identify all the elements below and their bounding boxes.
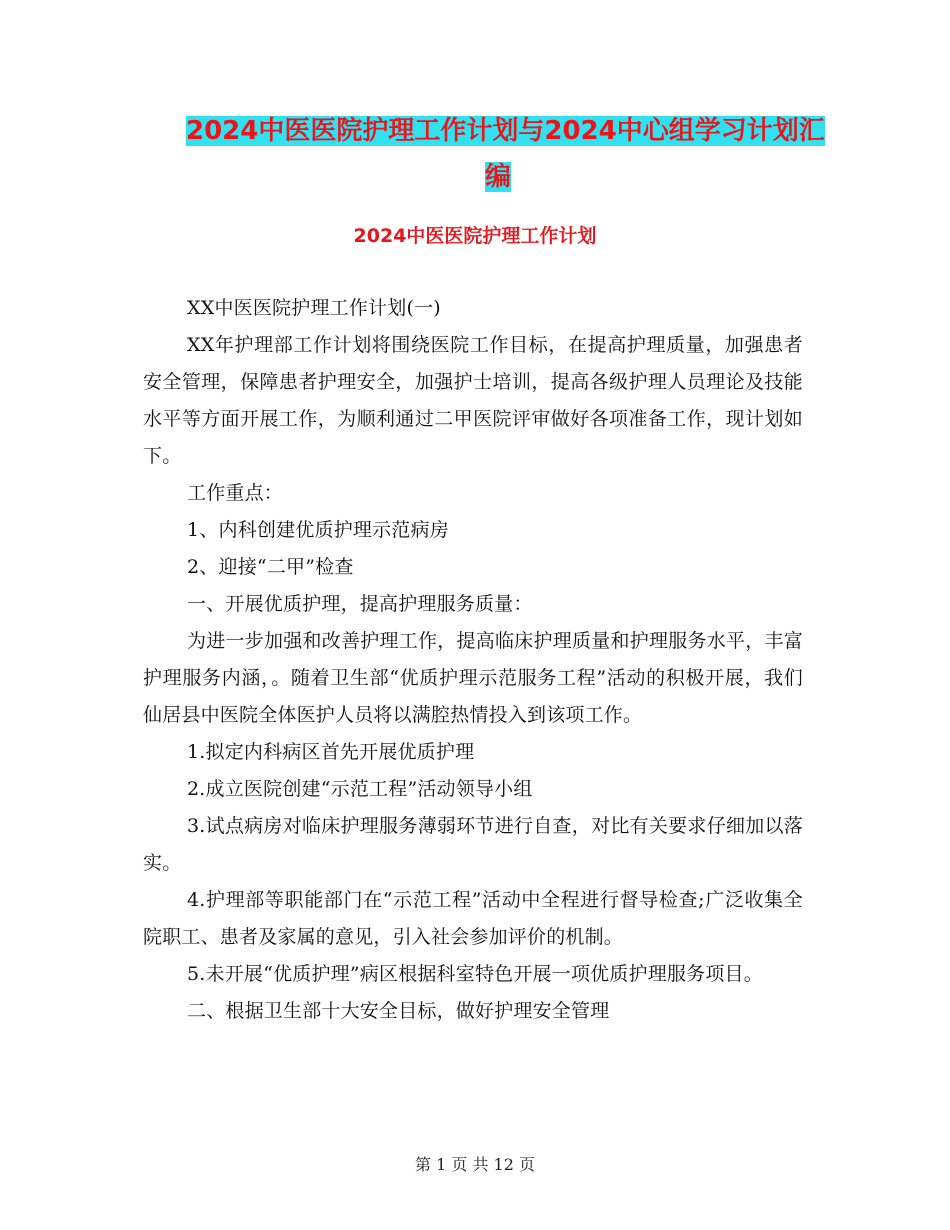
paragraph: 2.成立医院创建“示范工程”活动领导小组 <box>187 778 533 800</box>
title-highlight-1: 2024中医医院护理工作计划与2024中心组学习计划汇 <box>186 116 825 146</box>
paragraph: 3.试点病房对临床护理服务薄弱环节进行自查，对比有关要求仔细加以落实。 <box>143 815 803 874</box>
paragraph: XX中医医院护理工作计划(一) <box>187 297 441 319</box>
title-line-1 <box>186 108 825 154</box>
paragraph: 工作重点： <box>187 482 284 504</box>
paragraph: 二、根据卫生部十大安全目标，做好护理安全管理 <box>187 1000 610 1022</box>
title-line-2 <box>186 154 810 200</box>
paragraph: 1.拟定内科病区首先开展优质护理 <box>187 741 475 763</box>
paragraph: 4.护理部等职能部门在“示范工程”活动中全程进行督导检查;广泛收集全院职工、患者及家属的意见，引入社会参加评价的机制。 <box>143 889 803 948</box>
page-footer: 第 1 页 共 12 页 <box>415 1155 535 1174</box>
title-highlight-2: 编 <box>484 162 511 192</box>
paragraph: 为进一步加强和改善护理工作，提高临床护理质量和护理服务水平，丰富护理服务内涵，。随着卫生部“优质护理示范服务工程”活动的积极开展，我们仙居县中医院全体医护人员将以满腔热情投入到该项工作。 <box>143 630 803 726</box>
paragraph: XX年护理部工作计划将围绕医院工作目标，在提高护理质量，加强患者安全管理，保障患者护理安全，加强护士培训，提高各级护理人员理论及技能水平等方面开展工作，为顺利通过二甲医院评审做好各项准备工作，现计划如下。 <box>143 334 803 467</box>
paragraph: 2、迎接“二甲”检查 <box>187 556 354 578</box>
document-title <box>186 108 825 200</box>
paragraph: 一、开展优质护理，提高护理服务质量： <box>187 593 533 615</box>
section-title: 2024中医医院护理工作计划 <box>353 225 597 247</box>
document-body <box>143 290 803 1030</box>
paragraph: 1、内科创建优质护理示范病房 <box>187 519 449 541</box>
paragraph: 5.未开展“优质护理”病区根据科室特色开展一项优质护理服务项目。 <box>187 963 763 985</box>
